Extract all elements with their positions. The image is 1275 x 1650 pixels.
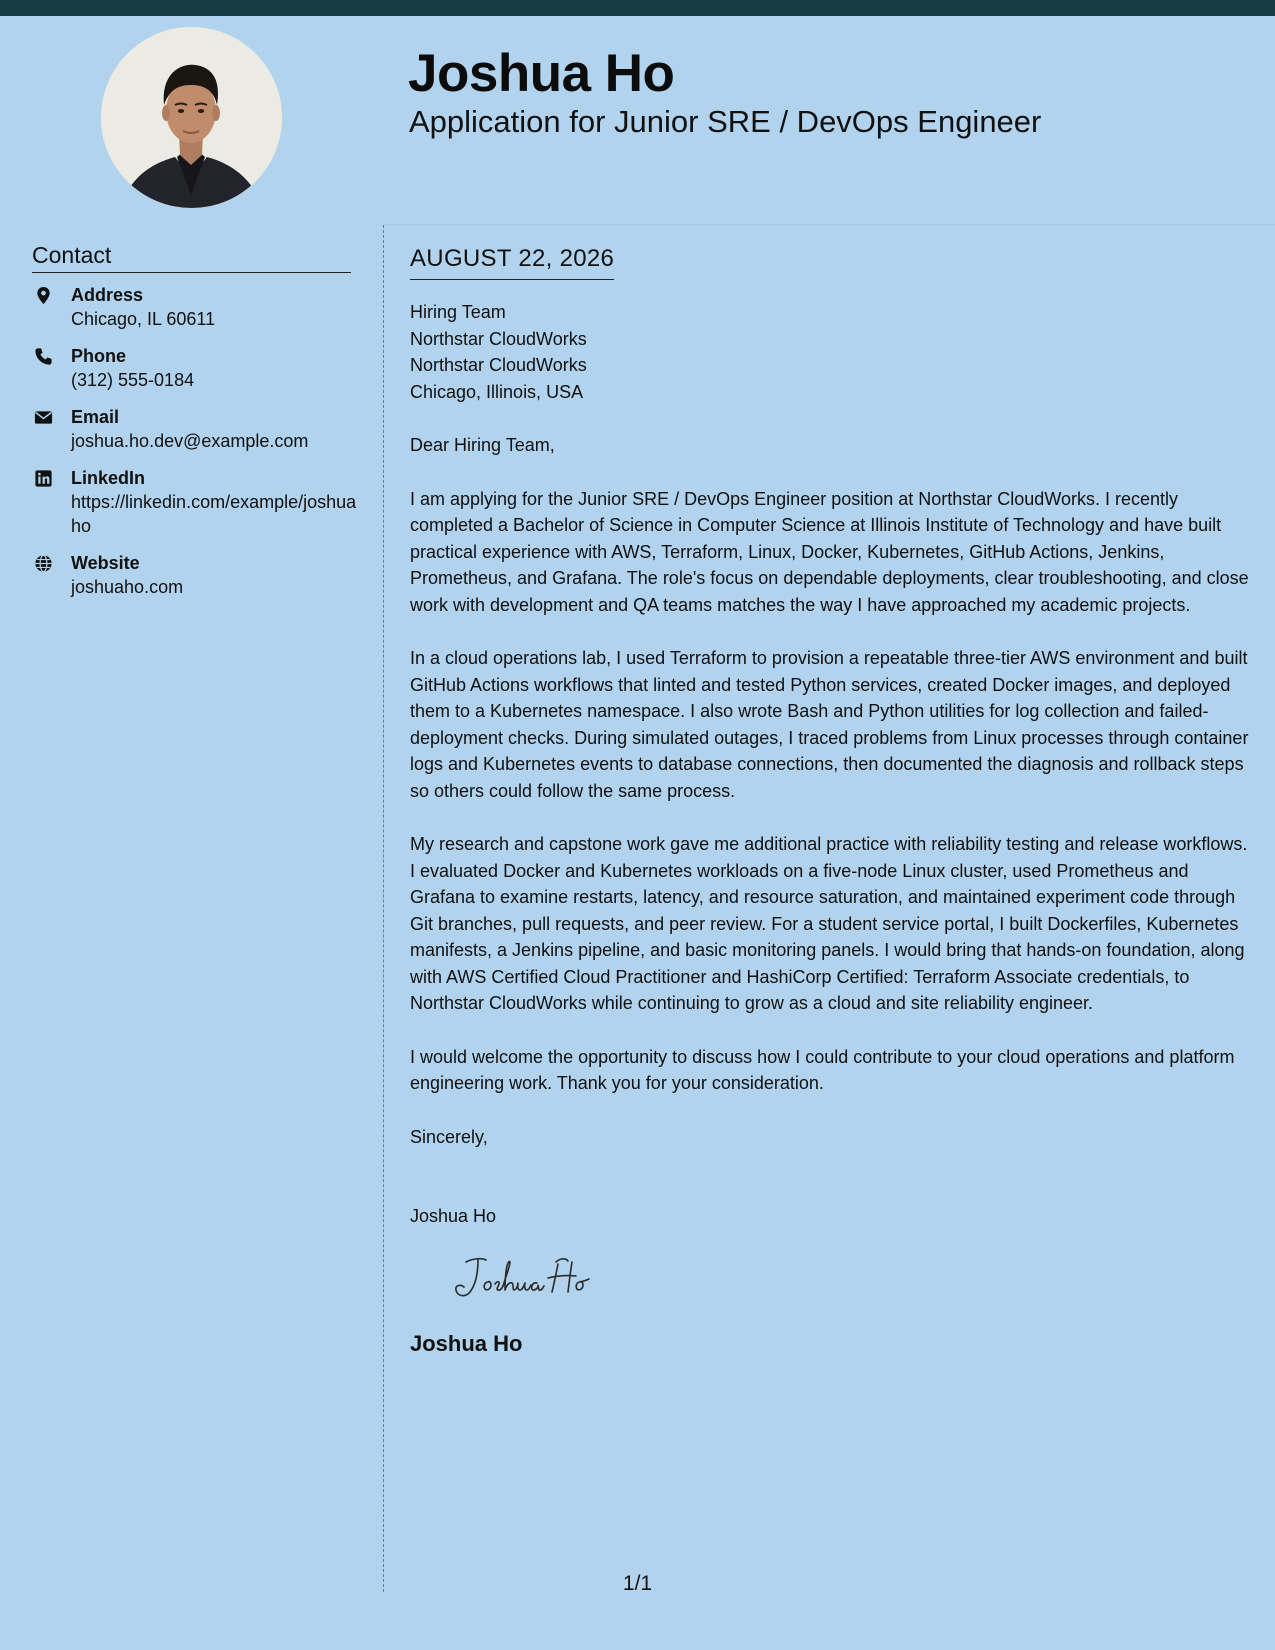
contact-email (32, 405, 362, 453)
phone-icon (34, 347, 53, 366)
letter-paragraph: I am applying for the Junior SRE / DevOps Engineer position at Northstar CloudWorks. I recently completed a Bachelor of Science in Computer Science at Illinois Institute of Technology and have built practical experience with AWS, Terraform, Linux, Docker, Kubernetes, GitHub Actions, Jenkins, Prometheus, and Grafana. The role's focus on dependable deployments, clear troubleshooting, and close work with development and QA teams matches the way I have approached my academic projects. (410, 488, 1249, 615)
top-accent-bar (0, 0, 1275, 16)
header-divider (384, 224, 1275, 225)
contact-value: Chicago, IL 60611 (71, 309, 216, 329)
recipient-line: Hiring Team (410, 302, 506, 322)
contact-value: (312) 555-0184 (71, 370, 195, 390)
contact-linkedin (32, 466, 362, 538)
recipient-block (410, 299, 1255, 405)
handwritten-signature (452, 1252, 1255, 1304)
contact-address (32, 283, 362, 331)
recipient-line: Chicago, Illinois, USA (410, 381, 584, 402)
typed-name: Joshua Ho (410, 1206, 497, 1226)
letter-body (410, 243, 1255, 1358)
linkedin-icon (34, 469, 53, 488)
recipient-line: Northstar CloudWorks (410, 355, 587, 375)
signature-name: Joshua Ho (410, 1330, 523, 1356)
globe-icon (34, 554, 53, 573)
recipient-line: Northstar CloudWorks (410, 328, 587, 349)
letter-date: AUGUST 22, 2026 (410, 243, 614, 280)
contact-value: joshua.ho.dev@example.com (71, 431, 309, 451)
location-pin-icon (34, 286, 53, 305)
contact-website (32, 551, 362, 599)
applicant-name: Joshua Ho (408, 44, 675, 103)
contact-label: Website (71, 553, 140, 573)
contact-label: LinkedIn (71, 468, 146, 488)
contact-phone (32, 344, 362, 392)
website-link[interactable]: joshuaho.com (71, 577, 184, 597)
envelope-icon (34, 408, 53, 427)
salutation: Dear Hiring Team, (410, 435, 555, 455)
profile-photo (101, 27, 282, 208)
contact-label: Phone (71, 346, 127, 366)
letter-paragraph: I would welcome the opportunity to discuss how I could contribute to your cloud operations and platform engineering work. Thank you for your consideration. (410, 1046, 1235, 1093)
letter-paragraph: In a cloud operations lab, I used Terraform to provision a repeatable three-tier AWS environment and built GitHub Actions workflows that linted and tested Python services, created Docker images, and deployed them to a Kubernetes namespace. I also wrote Bash and Python utilities for log collection and failed-deployment checks. During simulated outages, I traced problems from Linux processes through container logs and Kubernetes events to database connections, then documented the diagnosis and rollback steps so others could follow the same process. (410, 648, 1249, 801)
contact-list (32, 283, 362, 612)
linkedin-link[interactable]: https://linkedin.com/example/joshuaho (71, 492, 357, 536)
closing: Sincerely, (410, 1126, 488, 1147)
contact-label: Email (71, 407, 120, 427)
contact-label: Address (71, 285, 144, 305)
column-divider (383, 225, 384, 1592)
contact-heading: Contact (32, 240, 351, 273)
page-number: 1/1 (622, 1572, 653, 1595)
application-subtitle: Application for Junior SRE / DevOps Engineer (409, 104, 1042, 139)
letter-paragraph: My research and capstone work gave me additional practice with reliability testing and release workflows. I evaluated Docker and Kubernetes workloads on a five-node Linux cluster, used Prometheus and Grafana to examine restarts, latency, and resource saturation, and maintained experiment code through Git branches, pull requests, and peer review. For a student service portal, I built Dockerfiles, Kubernetes manifests, a Jenkins pipeline, and basic monitoring panels. I would bring that hands-on foundation, along with AWS Certified Cloud Practitioner and HashiCorp Certified: Terraform Associate credentials, to Northstar CloudWorks while continuing to grow as a cloud and site reliability engineer. (410, 834, 1248, 1013)
